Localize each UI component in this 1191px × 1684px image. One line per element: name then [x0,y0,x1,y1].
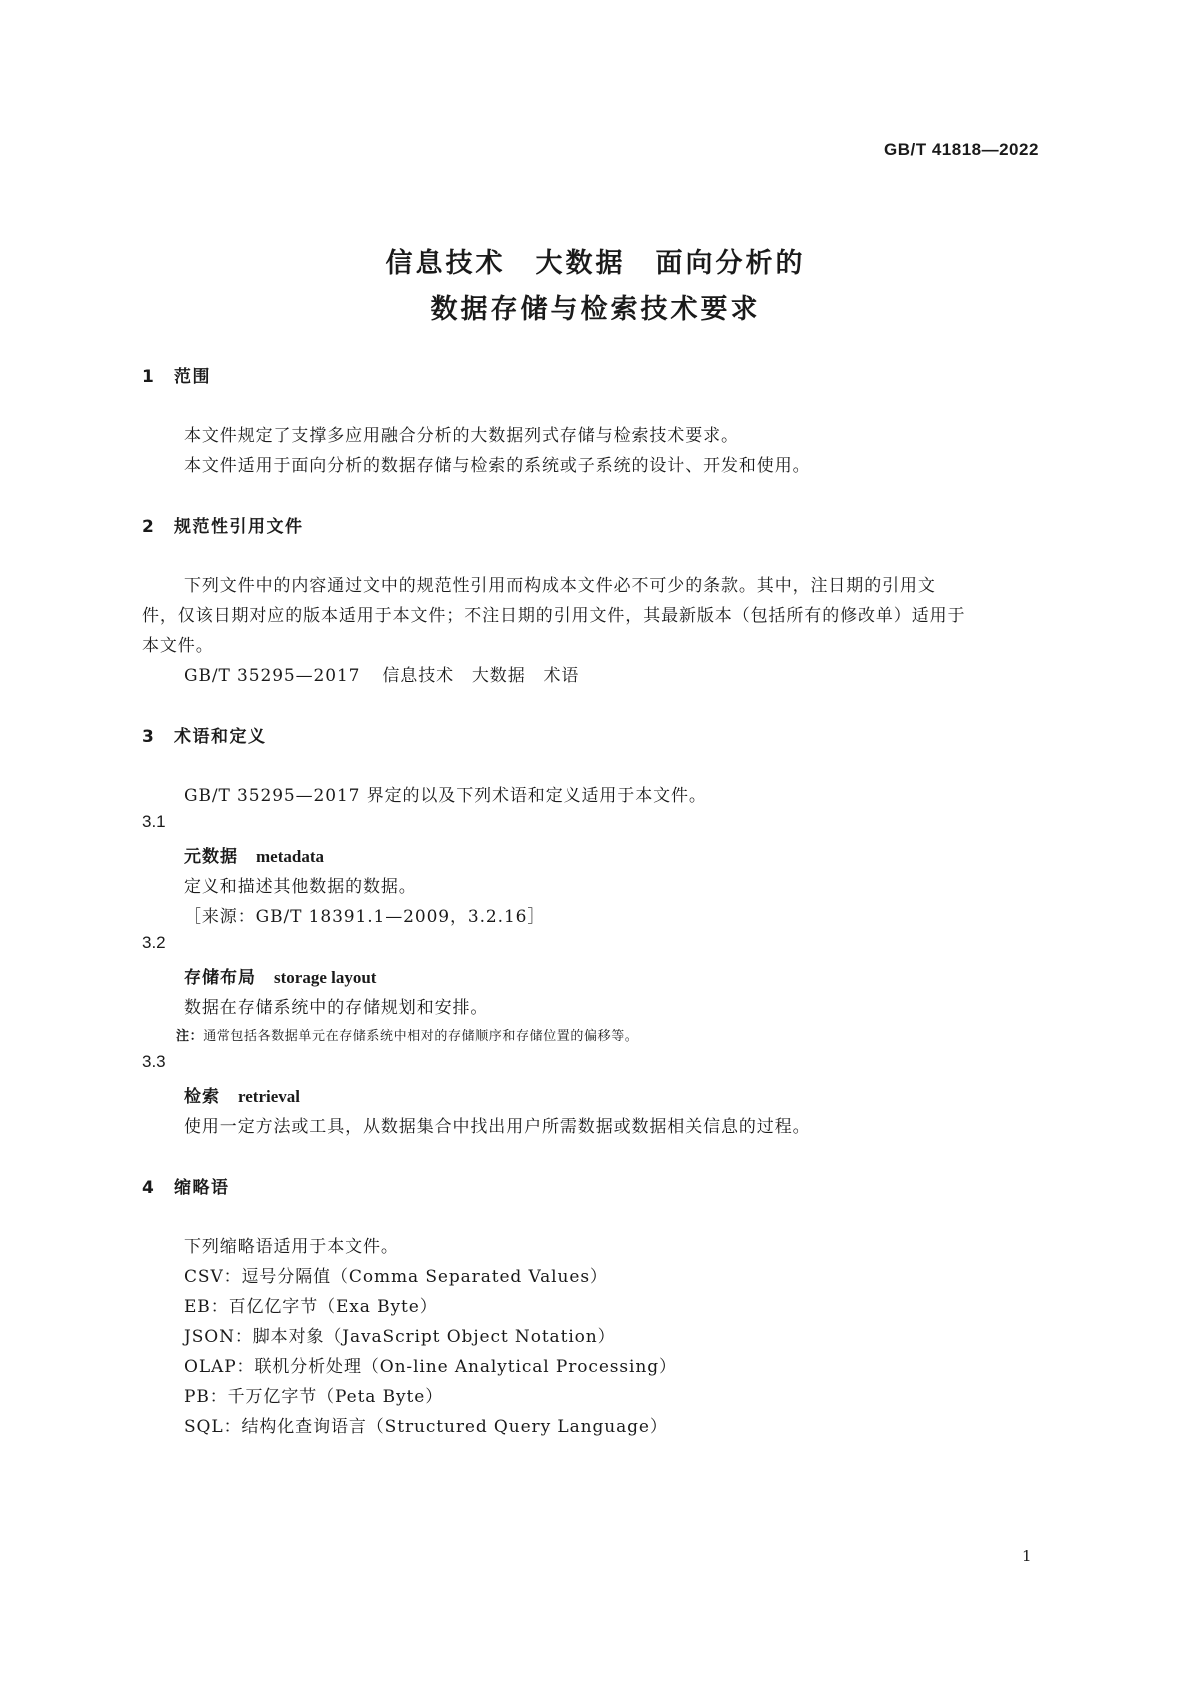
term-definition: 定义和描述其他数据的数据。 [184,877,417,897]
page-number: 1 [1022,1547,1032,1565]
scope-paragraph: 本文件适用于面向分析的数据存储与检索的系统或子系统的设计、开发和使用。 [184,456,811,476]
section-title: 规范性引用文件 [174,517,304,537]
document-title-line-1: 信息技术 大数据 面向分析的 [385,248,806,279]
term-english: retrieval [238,1087,300,1106]
reference-code: GB/T 35295—2017 [184,666,361,686]
standard-number: GB/T 41818—2022 [884,140,1039,159]
term-chinese: 元数据 [184,847,238,867]
abbreviation-item: EB：百亿亿字节（Exa Byte） [184,1297,438,1317]
clause-number: 3.2 [142,933,166,952]
term-entry [184,842,324,867]
section-2-heading [142,512,304,537]
document-title-line-2: 数据存储与检索技术要求 [430,294,761,325]
scope-paragraph: 本文件规定了支撑多应用融合分析的大数据列式存储与检索技术要求。 [184,426,739,446]
clause-number: 3.3 [142,1052,166,1071]
term-definition: 数据在存储系统中的存储规划和安排。 [184,998,489,1018]
term-english: storage layout [274,968,377,987]
normative-references-text: 件，仅该日期对应的版本适用于本文件；不注日期的引用文件，其最新版本（包括所有的修改单）适用于 [142,606,966,626]
terms-intro: GB/T 35295—2017 界定的以及下列术语和定义适用于本文件。 [184,786,707,806]
section-number: 3 [142,727,156,747]
section-title: 术语和定义 [174,727,267,747]
section-3-heading [142,722,267,747]
normative-references-text: 下列文件中的内容通过文中的规范性引用而构成本文件必不可少的条款。其中，注日期的引用文 [184,576,936,596]
term-entry [184,1082,300,1107]
normative-references-text: 本文件。 [142,636,214,656]
section-4-heading [142,1173,230,1198]
abbreviation-item: CSV：逗号分隔值（Comma Separated Values） [184,1267,608,1287]
abbreviations-intro: 下列缩略语适用于本文件。 [184,1237,399,1257]
term-chinese: 存储布局 [184,968,256,988]
term-note [176,1025,638,1044]
abbreviation-item: JSON：脚本对象（JavaScript Object Notation） [184,1327,616,1347]
term-source: ［来源：GB/T 18391.1—2009，3.2.16］ [184,907,546,927]
term-english: metadata [256,847,324,866]
section-title: 范围 [174,367,211,387]
note-label: 注： [176,1029,204,1044]
term-chinese: 检索 [184,1087,220,1107]
abbreviation-item: OLAP：联机分析处理（On-line Analytical Processing） [184,1357,677,1377]
abbreviation-item: SQL：结构化查询语言（Structured Query Language） [184,1417,668,1437]
term-definition: 使用一定方法或工具，从数据集合中找出用户所需数据或数据相关信息的过程。 [184,1117,811,1137]
reference-title: 信息技术 大数据 术语 [382,666,580,686]
section-number: 1 [142,367,156,387]
section-1-heading [142,362,211,387]
section-number: 4 [142,1178,156,1198]
section-title: 缩略语 [174,1178,230,1198]
note-text: 通常包括各数据单元在存储系统中相对的存储顺序和存储位置的偏移等。 [203,1029,639,1044]
reference-entry [184,661,579,686]
abbreviation-item: PB：千万亿字节（Peta Byte） [184,1387,444,1407]
section-number: 2 [142,517,156,537]
clause-number: 3.1 [142,812,166,831]
term-entry [184,963,376,988]
